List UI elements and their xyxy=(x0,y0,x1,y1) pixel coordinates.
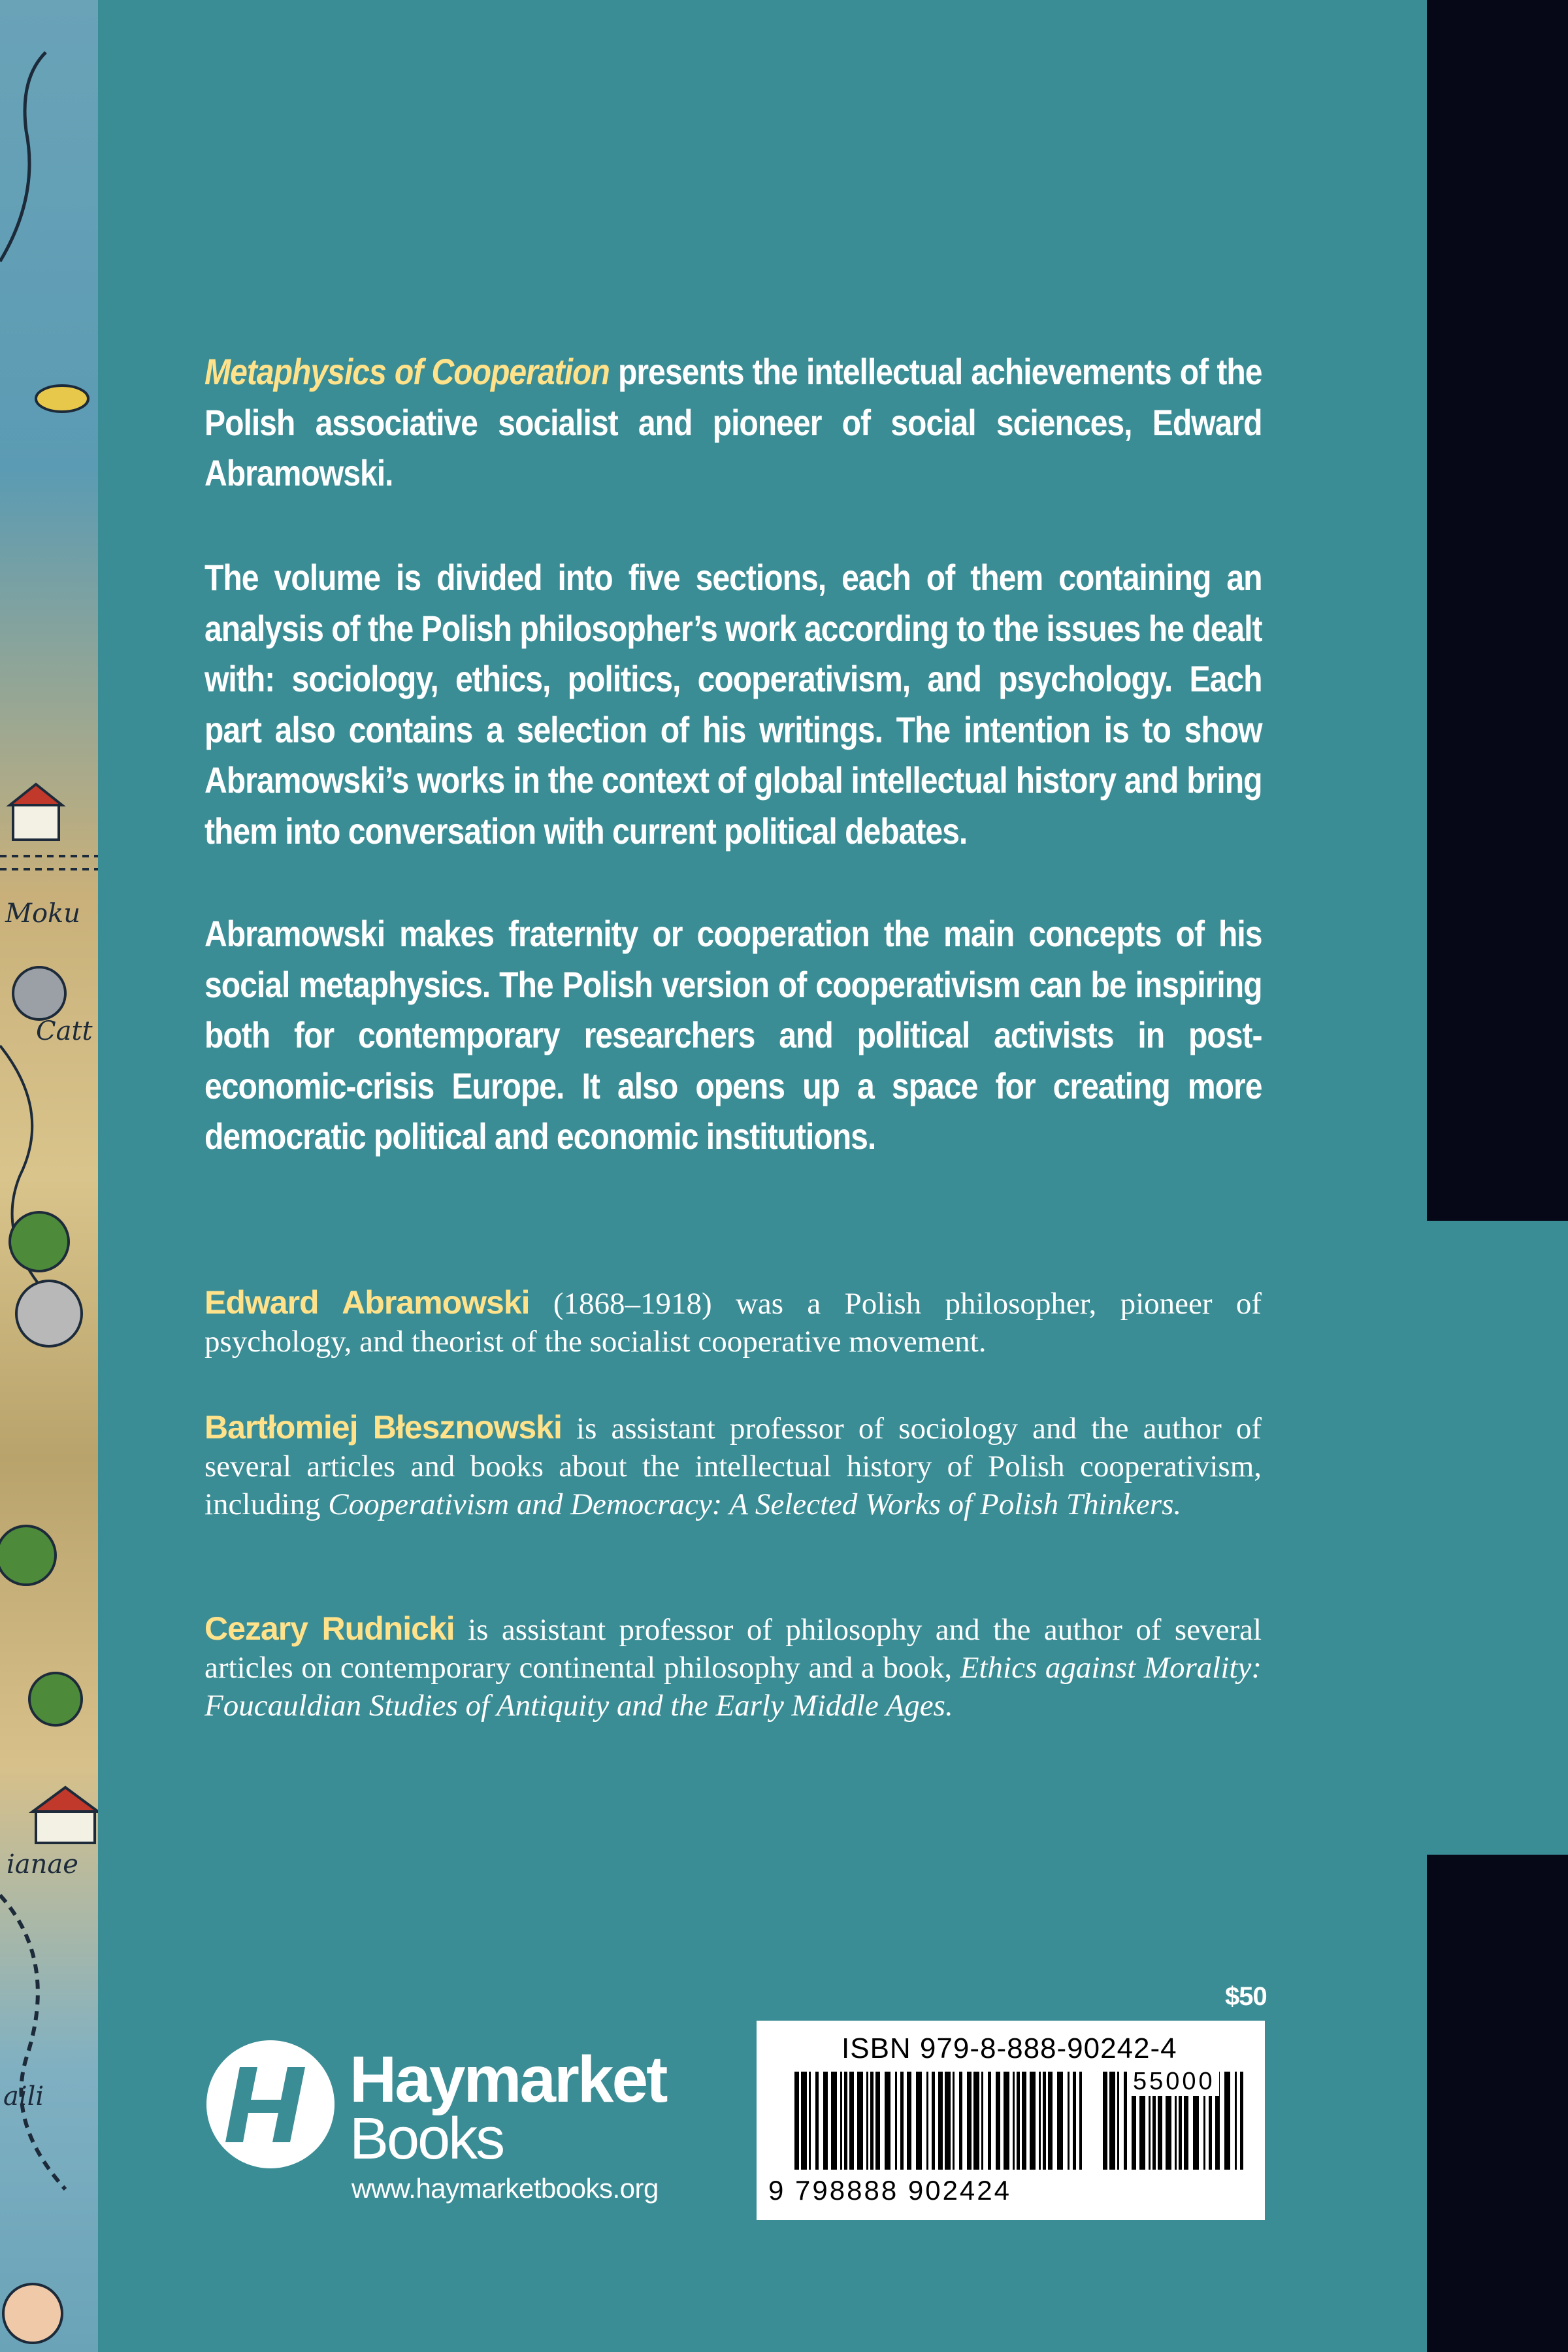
barcode-bar xyxy=(959,2072,962,2170)
barcode-bar xyxy=(1235,2072,1237,2170)
barcode-bar xyxy=(1068,2072,1070,2170)
barcode-bar xyxy=(794,2072,799,2170)
barcode-bar xyxy=(1124,2072,1127,2170)
barcode-bar xyxy=(916,2072,922,2170)
bio-text: is assistant professor of sociology and the author of several articles and books about the intellectual history of Polish cooperativism, including xyxy=(204,1412,1262,1521)
barcode-bar xyxy=(1048,2072,1053,2170)
barcode-bar xyxy=(996,2072,1000,2170)
barcode-bar xyxy=(1224,2072,1230,2170)
author-name: Cezary Rudnicki xyxy=(204,1610,455,1647)
barcode-bar xyxy=(1079,2072,1082,2170)
barcode-bar xyxy=(857,2072,863,2170)
haymarket-logo-icon xyxy=(204,2038,338,2172)
barcode-bar xyxy=(1004,2072,1009,2170)
description-paragraph-3 xyxy=(204,908,1262,1162)
barcode-bar xyxy=(866,2072,868,2170)
barcode-bar xyxy=(815,2072,819,2170)
bio-text: (1868–1918) was a Polish philosopher, pioneer of psychology, and theorist of the socialist cooperative movement. xyxy=(204,1287,1262,1359)
barcode-bar xyxy=(926,2072,928,2170)
barcode-bar xyxy=(1103,2072,1107,2170)
author-name: Bartłomiej Błesznowski xyxy=(204,1409,562,1446)
description-paragraph-2 xyxy=(204,552,1262,856)
publisher-name: Haymarket xyxy=(350,2043,666,2116)
paragraph-text: The volume is divided into five sections, each of them containing an analysis of the Polish philosopher’s work according to the issues he dealt with: sociology, ethics, politics, cooperativism, and psychology. Each part also contains a selection of his writings. The intention is to show Abramowski’s works in the context of global intellectual history and bring them into conversation with current political debates. xyxy=(204,557,1262,852)
barcode-bar xyxy=(981,2072,983,2170)
barcode-addon-number: 55000 xyxy=(1129,2068,1219,2096)
barcode-bar xyxy=(1109,2072,1115,2170)
map-label: Catt xyxy=(36,1016,93,1046)
book-reference: Ethics against Morality: Foucauldian Studies of Antiquity and the Early Middle Ages. xyxy=(204,1651,1262,1723)
barcode-bar xyxy=(900,2072,904,2170)
barcode-bar xyxy=(1240,2072,1243,2170)
barcode-bar xyxy=(885,2072,890,2170)
barcode-bar xyxy=(953,2072,955,2170)
barcode-bar xyxy=(988,2072,991,2170)
spine-band-bottom xyxy=(1427,1855,1568,2352)
barcode-bar xyxy=(1117,2072,1119,2170)
map-illustration-strip xyxy=(0,0,98,2352)
author-bio xyxy=(204,1610,1262,1725)
barcode-bar xyxy=(801,2072,807,2170)
barcode-bar xyxy=(932,2072,935,2170)
barcode-bar xyxy=(938,2072,943,2170)
barcode-bar xyxy=(945,2072,951,2170)
barcode-bar xyxy=(849,2072,854,2170)
isbn-barcode xyxy=(757,2021,1265,2220)
barcode-bar xyxy=(1057,2072,1063,2170)
barcode-bar xyxy=(1073,2072,1076,2170)
price-label: $50 xyxy=(1225,1982,1267,2011)
map-label: ianae xyxy=(7,1849,78,1880)
book-reference: Cooperativism and Democracy: A Selected Works of Polish Thinkers. xyxy=(328,1487,1182,1521)
barcode-bar xyxy=(895,2072,897,2170)
author-bio xyxy=(204,1408,1262,1523)
barcode-bar xyxy=(1022,2072,1026,2170)
barcode-bar xyxy=(1013,2072,1015,2170)
map-label: Moku xyxy=(5,899,81,929)
barcode-bar xyxy=(844,2072,847,2170)
isbn-label: ISBN 979-8-888-90242-4 xyxy=(841,2032,1177,2064)
barcode-bar xyxy=(875,2072,880,2170)
barcode-bars xyxy=(794,2072,1082,2170)
barcode-bar xyxy=(1039,2072,1041,2170)
author-name: Edward Abramowski xyxy=(204,1284,530,1321)
paragraph-text: Abramowski makes fraternity or cooperation the main concepts of his social metaphysics. The Polish version of cooperativism can be inspiring both for contemporary researchers and political activists in post-economic-crisis Europe. It also opens up a space for creating more democratic political and economic institutions. xyxy=(204,913,1262,1157)
barcode-bar xyxy=(967,2072,972,2170)
description-paragraph-1 xyxy=(204,346,1262,499)
barcode-bar xyxy=(831,2072,837,2170)
barcode-bar xyxy=(823,2072,828,2170)
bio-text: is assistant professor of philosophy and the author of several articles on contemporary continental philosophy and a book, xyxy=(204,1613,1262,1685)
barcode-bar xyxy=(973,2072,979,2170)
publisher-url: www.haymarketbooks.org xyxy=(351,2173,659,2204)
map-label: aili xyxy=(3,2081,44,2112)
author-bio xyxy=(204,1284,1262,1361)
barcode-bar xyxy=(1017,2072,1020,2170)
paragraph-text: presents the intellectual achievements of the Polish associative socialist and pioneer of social sciences, Edward Abramowski. xyxy=(204,351,1262,493)
barcode-bar xyxy=(840,2072,842,2170)
barcode-bar xyxy=(1043,2072,1046,2170)
barcode-bar xyxy=(809,2072,811,2170)
spine-band-top xyxy=(1427,0,1568,1221)
publisher-sub: Books xyxy=(350,2106,504,2172)
book-title: Metaphysics of Cooperation xyxy=(204,351,610,392)
barcode-digits: 9 798888 902424 xyxy=(768,2175,1011,2206)
barcode-bar xyxy=(1030,2072,1036,2170)
barcode-bar xyxy=(870,2072,874,2170)
barcode-bar xyxy=(907,2072,911,2170)
